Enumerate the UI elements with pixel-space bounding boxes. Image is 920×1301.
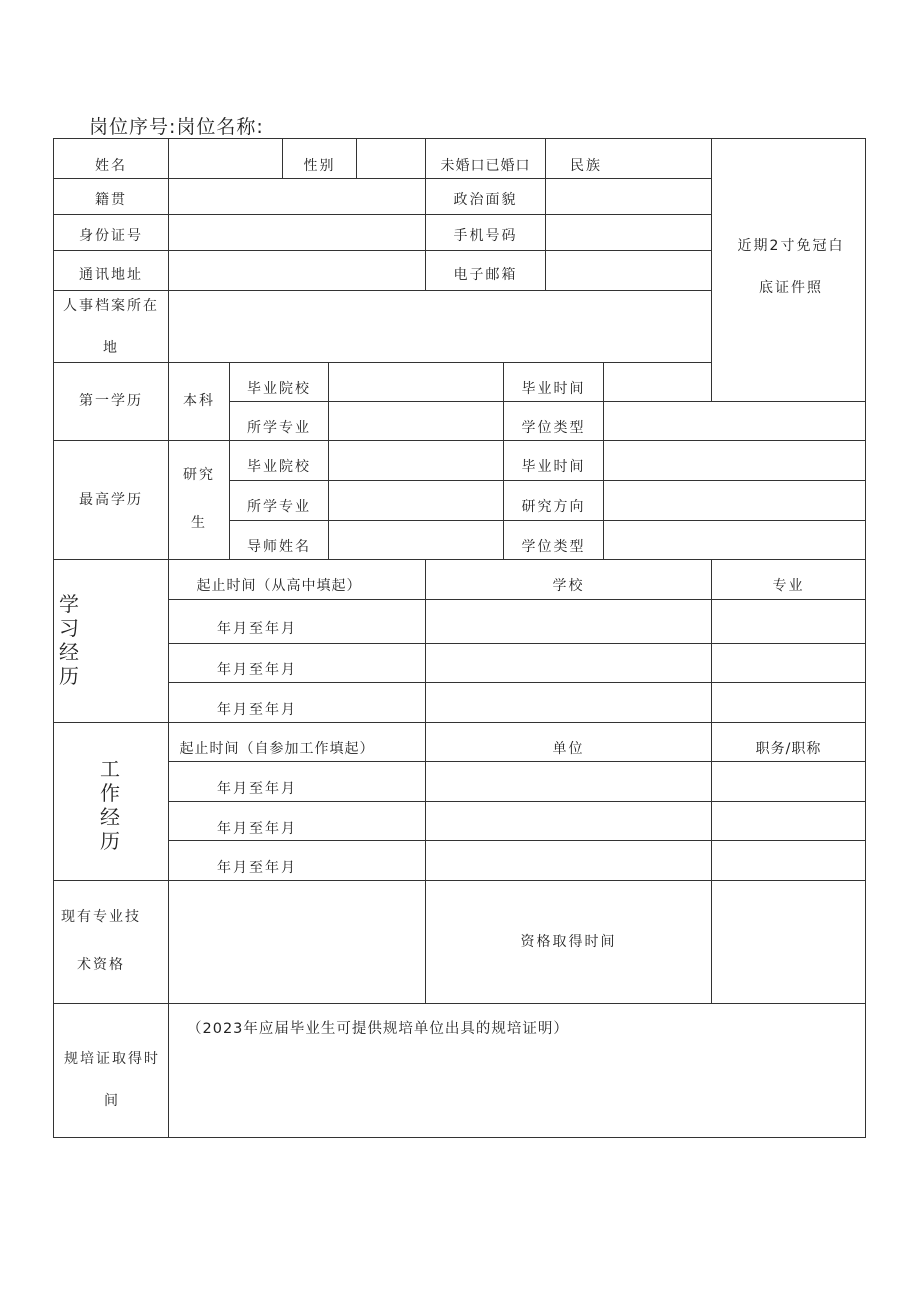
name-label: 姓名	[95, 158, 127, 175]
work-row-period: 年月至年月	[217, 820, 297, 837]
ethnicity-label: 民族	[570, 158, 602, 175]
qualification-label: 现有专业技术资格	[61, 909, 141, 973]
highest-grad-time-label: 毕业时间	[521, 459, 586, 476]
position-header: 岗位序号:岗位名称:	[89, 116, 264, 138]
training-certificate-label: 规培证取得时间	[64, 1051, 160, 1109]
work-period-header: 起止时间（自参加工作填起）	[179, 740, 375, 757]
political-status-label: 政治面貌	[453, 192, 518, 209]
archive-location-label: 人事档案所在地	[63, 297, 159, 356]
training-note: （2023年应届毕业生可提供规培单位出具的规培证明）	[187, 1021, 569, 1038]
work-unit-header: 单位	[552, 740, 585, 757]
first-education-degree: 本科	[183, 393, 215, 410]
highest-major-label: 所学专业	[247, 499, 311, 516]
first-education-label: 第一学历	[79, 393, 143, 410]
row-divider	[53, 440, 866, 441]
marital-status-label: 未婚口已婚口	[440, 158, 531, 175]
col-divider	[356, 138, 357, 179]
col-divider	[603, 362, 604, 559]
table-border-right	[865, 138, 866, 1138]
study-period-header: 起止时间（从高中填起）	[196, 578, 362, 595]
work-row-period: 年月至年月	[217, 860, 297, 877]
col-divider	[711, 138, 712, 401]
study-row-period: 年月至年月	[217, 621, 297, 638]
email-label: 电子邮箱	[453, 267, 518, 284]
study-school-header: 学校	[552, 578, 585, 595]
work-row-period: 年月至年月	[217, 781, 297, 798]
qualification-time-label: 资格取得时间	[520, 933, 617, 950]
study-major-header: 专业	[772, 578, 805, 595]
row-divider	[53, 1003, 866, 1004]
col-divider	[711, 559, 712, 1004]
first-degree-type-label: 学位类型	[521, 419, 586, 436]
work-title-header: 职务/职称	[755, 740, 822, 757]
table-border-bottom	[53, 1137, 866, 1138]
highest-education-label: 最高学历	[79, 491, 143, 508]
research-direction-label: 研究方向	[521, 499, 586, 516]
native-place-label: 籍贯	[95, 192, 127, 209]
first-major-label: 所学专业	[247, 419, 311, 436]
id-number-label: 身份证号	[79, 228, 143, 245]
gender-label: 性别	[303, 158, 336, 175]
study-history-label: 学 习 经 历	[59, 592, 79, 688]
col-divider	[328, 362, 329, 559]
first-grad-time-label: 毕业时间	[521, 380, 586, 397]
first-school-label: 毕业院校	[247, 380, 311, 397]
highest-education-degree: 研究生	[183, 467, 215, 531]
study-row-period: 年月至年月	[217, 702, 297, 719]
photo-placeholder: 近期2寸免冠白底证件照	[737, 238, 845, 296]
highest-degree-type-label: 学位类型	[521, 538, 586, 555]
study-row-period: 年月至年月	[217, 661, 297, 678]
highest-school-label: 毕业院校	[247, 459, 311, 476]
address-label: 通讯地址	[79, 267, 143, 284]
phone-label: 手机号码	[453, 228, 518, 245]
work-history-label: 工 作 经 历	[100, 757, 120, 853]
mentor-name-label: 导师姓名	[247, 538, 311, 555]
